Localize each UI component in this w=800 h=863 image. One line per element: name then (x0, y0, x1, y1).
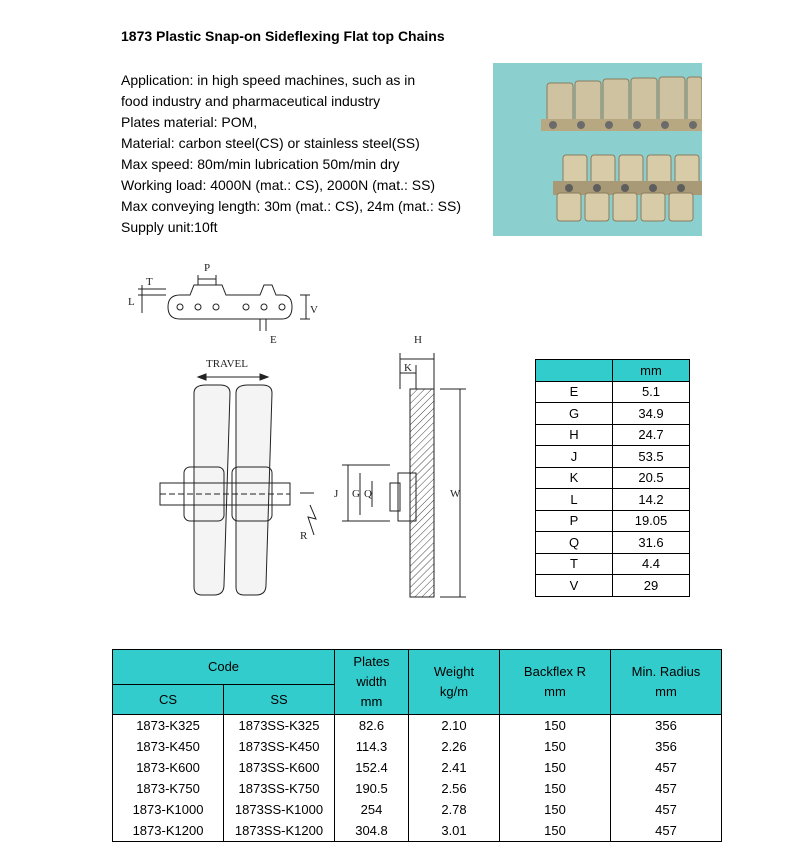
cell-backflex: 150 (500, 757, 611, 778)
table-row (113, 757, 722, 778)
cell-radius: 356 (611, 715, 722, 737)
cell-radius: 356 (611, 736, 722, 757)
cell-width: 190.5 (335, 778, 409, 799)
label-j: J (334, 488, 339, 500)
spec-line: Max speed: 80m/min lubrication 50m/min dry (121, 156, 400, 172)
header-plates-width (335, 650, 409, 715)
header-plates-line1: Plates (353, 654, 390, 669)
dim-value: 19.05 (613, 510, 690, 532)
cell-ss: 1873SS-K750 (224, 778, 335, 799)
label-w: W (450, 488, 461, 500)
dim-key: G (536, 403, 613, 425)
header-min-radius (611, 650, 722, 715)
table-row (113, 799, 722, 820)
dim-key: K (536, 467, 613, 489)
cell-radius: 457 (611, 799, 722, 820)
table-row (113, 778, 722, 799)
spec-line: food industry and pharmaceutical industry (121, 93, 381, 109)
dim-value: 14.2 (613, 489, 690, 511)
spec-list (121, 70, 461, 238)
label-k: K (404, 362, 412, 374)
cell-backflex: 150 (500, 736, 611, 757)
spec-line: Plates material: POM, (121, 114, 258, 130)
spec-line: Material: carbon steel(CS) or stainless steel(SS) (121, 135, 420, 151)
cell-weight: 2.78 (409, 799, 500, 820)
label-g: G (352, 488, 360, 500)
spec-line: Application: in high speed machines, such as in (121, 72, 416, 88)
cell-cs: 1873-K600 (113, 757, 224, 778)
dim-key: H (536, 424, 613, 446)
cell-ss: 1873SS-K450 (224, 736, 335, 757)
dim-value: 29 (613, 575, 690, 597)
cell-cs: 1873-K450 (113, 736, 224, 757)
table-row (113, 736, 722, 757)
dim-value: 31.6 (613, 532, 690, 554)
cell-width: 114.3 (335, 736, 409, 757)
label-t: T (146, 276, 153, 288)
header-plates-line2: width (356, 674, 387, 689)
dim-key: V (536, 575, 613, 597)
table-row (113, 820, 722, 842)
dim-value: 24.7 (613, 424, 690, 446)
cell-backflex: 150 (500, 715, 611, 737)
dim-value: 20.5 (613, 467, 690, 489)
cell-weight: 3.01 (409, 820, 500, 842)
cell-weight: 2.26 (409, 736, 500, 757)
cell-ss: 1873SS-K1200 (224, 820, 335, 842)
header-ss: SS (224, 685, 335, 715)
label-q: Q (364, 488, 372, 500)
header-backflex-line1: Backflex R (523, 664, 587, 679)
header-backflex (500, 650, 611, 715)
chain-photo (493, 63, 702, 236)
cell-ss: 1873SS-K325 (224, 715, 335, 737)
header-weight (409, 650, 500, 715)
dimensions-table (535, 359, 690, 597)
dim-key: L (536, 489, 613, 511)
spec-line: Max conveying length: 30m (mat.: CS), 24m (mat.: SS) (121, 198, 462, 214)
cell-radius: 457 (611, 820, 722, 842)
label-e: E (270, 334, 277, 346)
spec-line: Working load: 4000N (mat.: CS), 2000N (mat.: SS) (121, 177, 436, 193)
cell-weight: 2.10 (409, 715, 500, 737)
cell-backflex: 150 (500, 820, 611, 842)
header-radius-line2: mm (655, 684, 677, 699)
dim-key: J (536, 446, 613, 468)
header-cs: CS (113, 685, 224, 715)
dim-key: T (536, 553, 613, 575)
cell-width: 254 (335, 799, 409, 820)
dim-key: P (536, 510, 613, 532)
label-v: V (310, 304, 318, 316)
cell-backflex: 150 (500, 778, 611, 799)
cell-cs: 1873-K325 (113, 715, 224, 737)
cell-weight: 2.41 (409, 757, 500, 778)
header-weight-line1: Weight (433, 664, 475, 679)
header-weight-line2: kg/m (439, 684, 469, 699)
page-title: 1873 Plastic Snap-on Sideflexing Flat top Chains (121, 28, 445, 44)
cell-width: 82.6 (335, 715, 409, 737)
header-radius-line1: Min. Radius (631, 664, 701, 679)
dim-value: 53.5 (613, 446, 690, 468)
cell-radius: 457 (611, 778, 722, 799)
dim-key: E (536, 381, 613, 403)
cell-ss: 1873SS-K600 (224, 757, 335, 778)
products-table (112, 649, 722, 842)
label-l: L (128, 296, 135, 308)
cell-width: 304.8 (335, 820, 409, 842)
cell-backflex: 150 (500, 799, 611, 820)
cell-weight: 2.56 (409, 778, 500, 799)
chain-technical-drawing (120, 255, 480, 615)
label-r: R (300, 530, 308, 542)
dim-key: Q (536, 532, 613, 554)
cell-cs: 1873-K1200 (113, 820, 224, 842)
dim-value: 34.9 (613, 403, 690, 425)
cell-cs: 1873-K750 (113, 778, 224, 799)
cell-cs: 1873-K1000 (113, 799, 224, 820)
label-h: H (414, 334, 422, 346)
dim-value: 4.4 (613, 553, 690, 575)
header-backflex-line2: mm (544, 684, 566, 699)
cell-radius: 457 (611, 757, 722, 778)
header-plates-unit: mm (360, 694, 383, 709)
cell-width: 152.4 (335, 757, 409, 778)
dim-header-key (536, 360, 613, 382)
table-row (113, 715, 722, 737)
label-p: P (204, 262, 211, 274)
spec-line: Supply unit:10ft (121, 219, 218, 235)
dim-header-unit: mm (613, 360, 690, 382)
header-code: Code (113, 650, 335, 685)
cell-ss: 1873SS-K1000 (224, 799, 335, 820)
label-travel: TRAVEL (206, 358, 248, 370)
dim-value: 5.1 (613, 381, 690, 403)
